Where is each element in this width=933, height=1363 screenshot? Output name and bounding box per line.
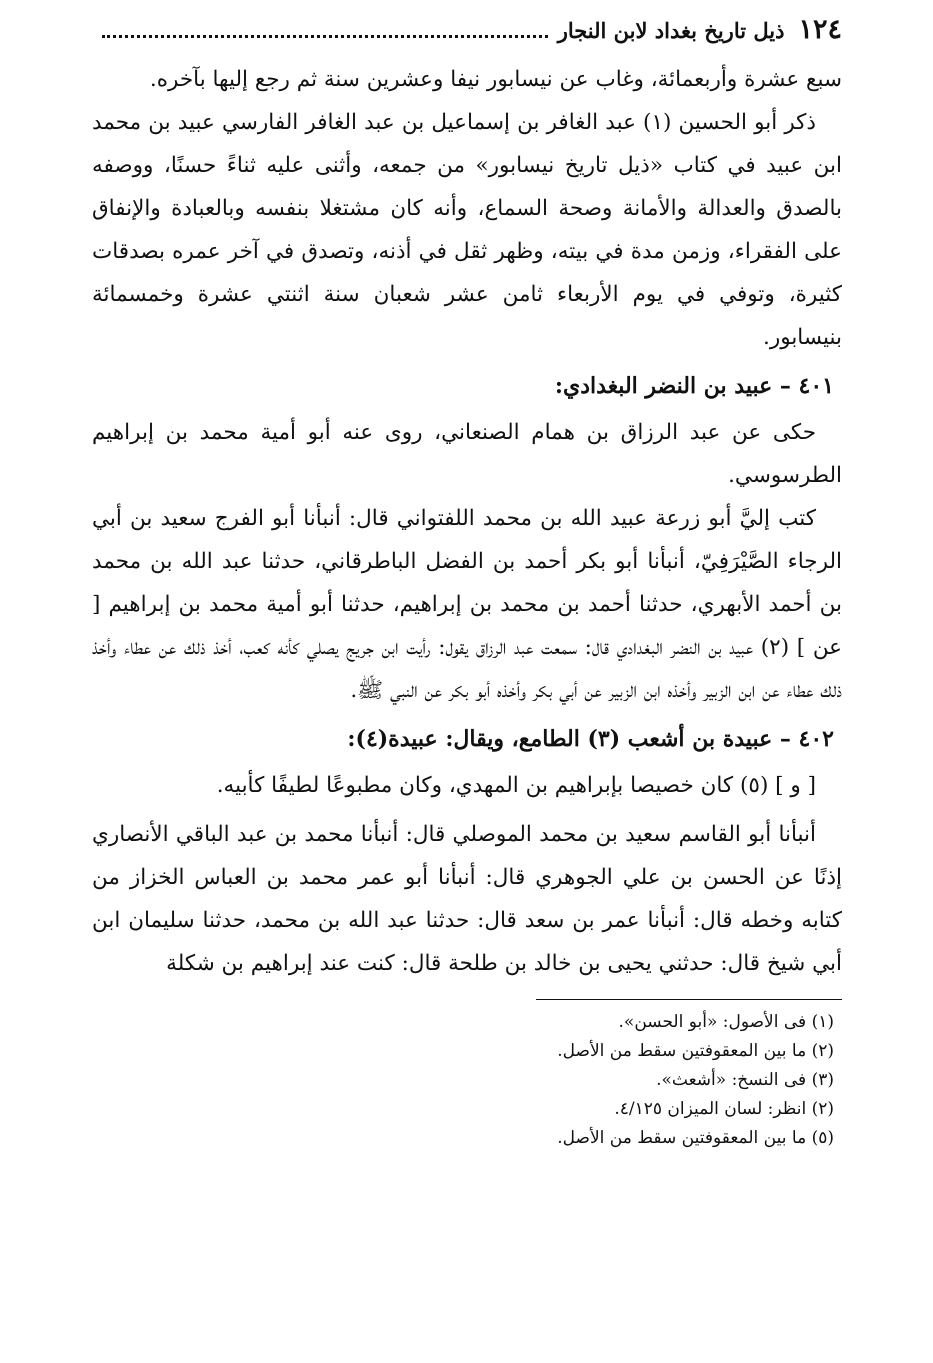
book-page [92, 14, 842, 1153]
footnotes [92, 1008, 834, 1153]
entry-heading-401: ٤٠١ – عبيد بن النضر البغدادي: [554, 373, 834, 399]
footnote: (٢) انظر: لسان الميزان ٤/١٢٥. [614, 1099, 834, 1119]
footnote-separator [536, 999, 842, 1000]
paragraph-entry-401-isnad: كتب إليَّ أبو زرعة عبيد الله بن محمد اللفتواني قال: أنبأنا أبو الفرج سعيد بن أبي الرجاء الصَّيْرَفِيّ، أنبأنا أبو بكر أحمد بن الفضل الباطرقاني، حدثنا عبد الله بن محمد بن أحمد الأبهري، حدثنا أحمد بن محمد بن إبراهيم، حدثنا أبو أمية محمد بن إبراهيم [ عن ] (٢) عبيد بن النضر البغدادي قال: سمعت عبد الرزاق يقول: رأيت ابن جريج يصلي كأنه كعب، أخذ ذلك عن عطاء وأخذ ذلك عطاء عن ابن الزبير وأخذه ابن الزبير عن أبي بكر وأخذه أبو بكر عن النبي ﷺ. [92, 506, 843, 703]
entry-heading-402: ٤٠٢ – عبيدة بن أشعب (٣) الطامع، ويقال: عبيدة(٤): [347, 726, 834, 752]
footnote: (٢) ما بين المعقوفتين سقط من الأصل. [557, 1041, 834, 1061]
main-text [92, 58, 842, 985]
page-header [92, 14, 842, 58]
paragraph-entry-401-intro: حكى عن عبد الرزاق بن همام الصنعاني، روى عنه أبو أمية محمد بن إبراهيم الطرسوسي. [92, 420, 842, 488]
footnote: (٣) فى النسخ: «أشعث». [656, 1070, 834, 1090]
paragraph-continuation: سبع عشرة وأربعمائة، وغاب عن نيسابور نيفا وعشرين سنة ثم رجع إليها بآخره. [149, 67, 842, 92]
running-title-text: ذيل تاريخ بغداد لابن النجار [557, 18, 785, 43]
leader-dots [102, 34, 548, 38]
paragraph-biography: ذكر أبو الحسين (١) عبد الغافر بن إسماعيل بن عبد الغافر الفارسي عبيد بن محمد ابن عبيد في كتاب «ذيل تاريخ نيسابور» من جمعه، وأثنى عليه ثناءً حسنًا، ووصفه بالصدق والعدالة والأمانة وصحة السماع، وأنه كان مشتغلا بنفسه وبالعبادة والإنفاق على الفقراء، وزمن مدة في بيته، وظهر ثقل في أذنه، وتصدق في آخر عمره بصدقات كثيرة، وتوفي في يوم الأربعاء ثامن عشر شعبان سنة اثنتي عشرة وخمسمائة بنيسابور. [92, 110, 842, 350]
page-number: ١٢٤ [798, 14, 842, 45]
paragraph-entry-402-intro: [ و ] (٥) كان خصيصا بإبراهيم بن المهدي، وكان مطبوعًا لطيفًا كأبيه. [216, 773, 816, 798]
running-title [92, 18, 784, 44]
paragraph-entry-402-isnad: أنبأنا أبو القاسم سعيد بن محمد الموصلي قال: أنبأنا محمد بن عبد الباقي الأنصاري إذنًا عن الحسن بن علي الجوهري قال: أنبأنا أبو عمر محمد بن العباس الخزاز من كتابه وخطه قال: أنبأنا عمر بن سعد قال: حدثنا عبد الله بن محمد، حدثنا سليمان ابن أبي شيخ قال: حدثني يحيى بن خالد بن طلحة قال: كنت عند إبراهيم بن شكلة [92, 822, 842, 976]
footnote: (٥) ما بين المعقوفتين سقط من الأصل. [557, 1128, 834, 1148]
footnote: (١) فى الأصول: «أبو الحسن». [618, 1012, 834, 1032]
